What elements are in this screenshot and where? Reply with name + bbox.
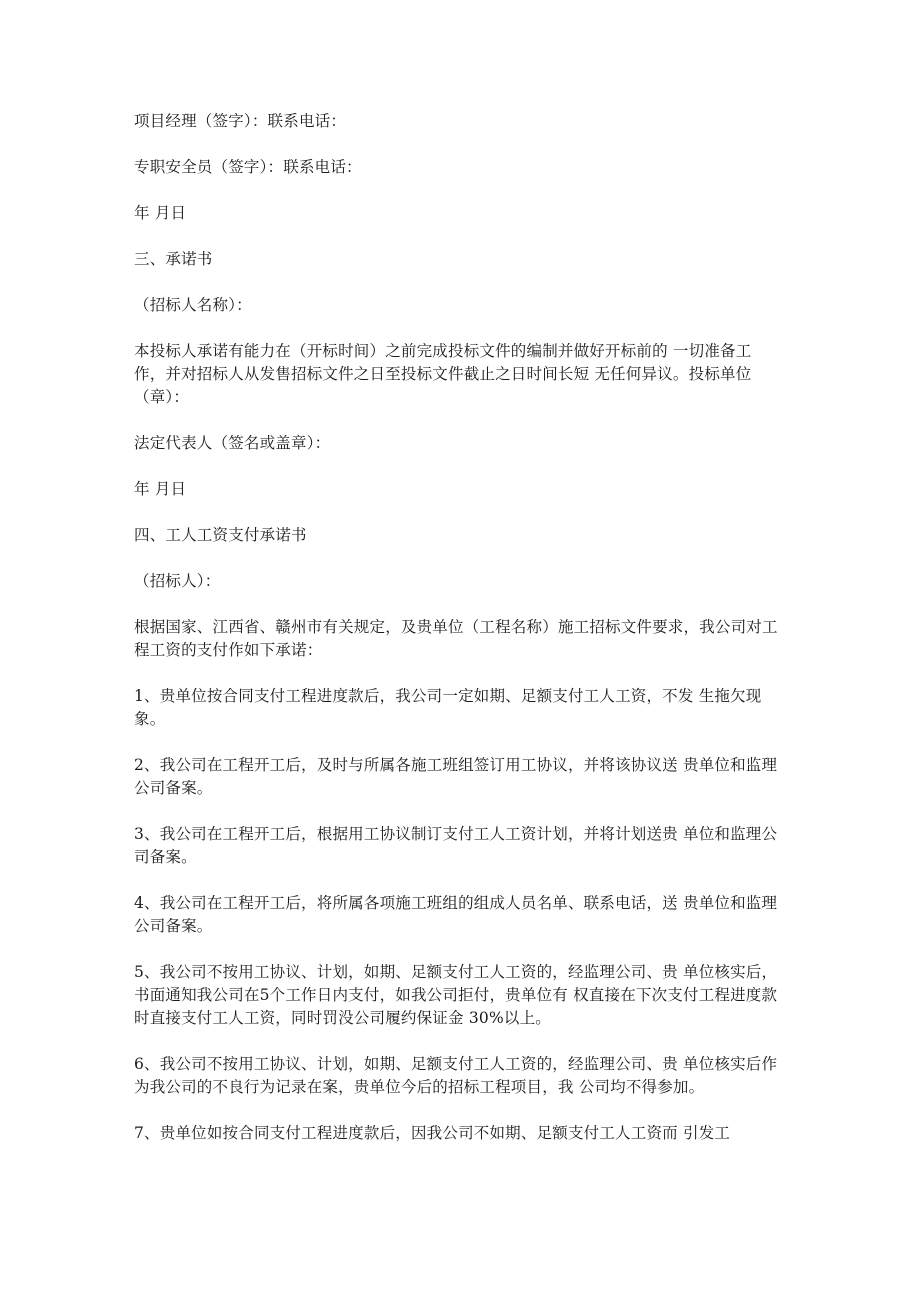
- section-heading: 四、工人工资支付承诺书: [134, 526, 307, 544]
- section-heading: 三、承诺书: [134, 250, 213, 268]
- date-line: 年 月日: [134, 204, 187, 222]
- commitment-item: 2、我公司在工程开工后，及时与所属各施工班组签订用工协议，并将该协议送 贵单位和监理公司备案。: [134, 756, 778, 797]
- commitment-item: 6、我公司不按用工协议、计划，如期、足额支付工人工资的，经监理公司、贵 单位核实后作为我公司的不良行为记录在案，贵单位今后的招标工程项目，我 公司均不得参加。: [134, 1055, 778, 1096]
- commitment-paragraph: 本投标人承诺有能力在（开标时间）之前完成投标文件的编制并做好开标前的 一切准备工作，并对招标人从发售招标文件之日至投标文件截止之日时间长短 无任何异议。投标单位（章）：: [134, 342, 752, 406]
- date-line: 年 月日: [134, 480, 187, 498]
- safety-officer-signature-line: 专职安全员（签字）：联系电话：: [134, 158, 362, 176]
- commitment-item: 7、贵单位如按合同支付工程进度款后，因我公司不如期、足额支付工人工资而 引发工: [134, 1124, 731, 1142]
- addressee-line: （招标人名称）：: [134, 296, 252, 314]
- commitment-item: 1、贵单位按合同支付工程进度款后，我公司一定如期、足额支付工人工资，不发 生拖欠现象。: [134, 687, 762, 728]
- document-page: [134, 110, 782, 1168]
- intro-paragraph: 根据国家、江西省、赣州市有关规定，及贵单位（工程名称）施工招标文件要求，我公司对工程工资的支付作如下承诺：: [134, 618, 778, 659]
- commitment-item: 3、我公司在工程开工后，根据用工协议制订支付工人工资计划，并将计划送贵 单位和监理公司备案。: [134, 825, 778, 866]
- legal-representative-line: 法定代表人（签名或盖章）：: [134, 434, 331, 452]
- commitment-item: 5、我公司不按用工协议、计划，如期、足额支付工人工资的，经监理公司、贵 单位核实后，书面通知我公司在5个工作日内支付，如我公司拒付，贵单位有 权直接在下次支付工程进度款时直接支付工人工资，同时罚没公司履约保证金 30%以上。: [134, 963, 778, 1027]
- addressee-line: （招标人）：: [134, 572, 221, 590]
- commitment-item: 4、我公司在工程开工后，将所属各项施工班组的组成人员名单、联系电话，送 贵单位和监理公司备案。: [134, 894, 778, 935]
- project-manager-signature-line: 项目经理（签字）：联系电话：: [134, 112, 347, 130]
